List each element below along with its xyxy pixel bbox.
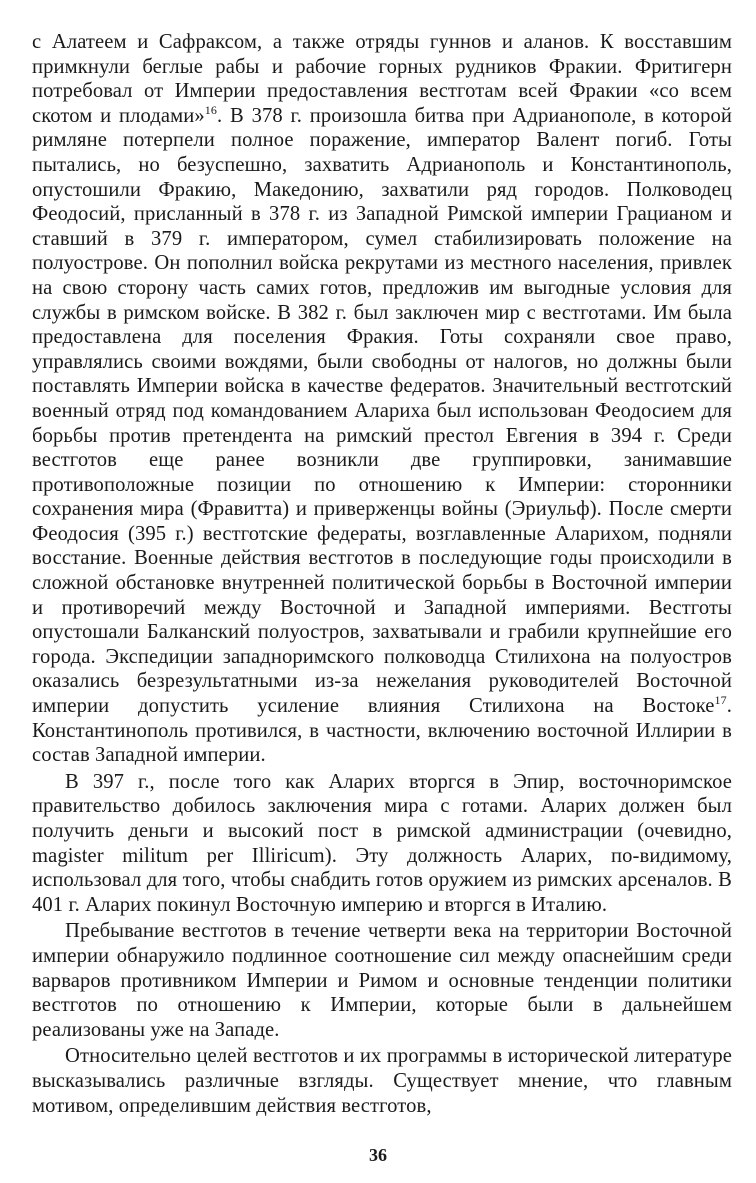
paragraph-2 <box>32 770 732 918</box>
paragraph-3 <box>32 919 732 1042</box>
paragraph-text: . Константинополь противился, в частности, включению восточной Иллирии в состав Западной империи. <box>32 695 732 767</box>
page-body <box>32 30 732 1118</box>
paragraph-text: В 397 г., после того как Аларих вторгся в Эпир, восточноримское правительство добилось заключения мира с готами. Аларих должен был получить деньги и высокий пост в римской администрации (очевидно, magister militum per Illiricum). Эту должность Аларих, по-видимому, использовал для того, чтобы снабдить готов оружием из римских арсеналов. В 401 г. Аларих покинул Восточную империю и вторгся в Италию. <box>32 770 732 916</box>
paragraph-text: Относительно целей вестготов и их программы в исторической литературе высказывались различные взгляды. Существует мнение, что главным мотивом, определившим действия вестготов, <box>32 1045 732 1117</box>
page-number: 36 <box>369 1145 387 1165</box>
footnote-ref-17[interactable]: 17 <box>714 693 727 708</box>
paragraph-text: с Алатеем и Сафраксом, а также отряды гуннов и аланов. К восставшим примкнули беглые рабы и рабочие горных рудников Фракии. Фритигерн потребовал от Империи предоставления вестготам всей Фракии «со всем скотом и плодами» <box>32 31 732 127</box>
paragraph-text: Пребывание вестготов в течение четверти века на территории Восточной империи обнаружило подлинное соотношение сил между опаснейшим среди варваров противником Империи и Римом и основные тенденции политики вестготов по отношению к Империи, которые были в дальнейшем реализованы уже на Западе. <box>32 920 732 1041</box>
paragraph-4 <box>32 1044 732 1118</box>
footnote-ref-16[interactable]: 16 <box>204 102 217 117</box>
paragraph-1 <box>32 30 732 768</box>
paragraph-text: . В 378 г. произошла битва при Адрианополе, в которой римляне потерпели полное поражение, император Валент погиб. Готы пытались, но безуспешно, захватить Адрианополь и Константинополь, опустошили Фракию, Македонию, захватили ряд городов. Полководец Феодосий, присланный в 378 г. из Западной Римской империи Грацианом и ставший в 379 г. императором, сумел стабилизировать положение на полуострове. Он пополнил войска рекрутами из местного населения, привлек на свою сторону часть самих готов, предложив им выгодные условия для службы в римском войске. В 382 г. был заключен мир с вестготами. Им была предоставлена для поселения Фракия. Готы сохраняли свое право, управлялись своими вождями, были свободны от налогов, но должны были поставлять Империи войска в качестве федератов. Значительный вестготский военный отряд под командованием Алариха был использован Феодосием для борьбы против претендента на римский престол Евгения в 394 г. Среди вестготов еще ранее возникли две группировки, занимавшие противоположные позиции по отношению к Империи: сторонники сохранения мира (Фравитта) и приверженцы войны (Эриульф). После смерти Феодосия (395 г.) вестготские федераты, возглавленные Аларихом, подняли восстание. Военные действия вестготов в последующие годы происходили в сложной обстановке внутренней политической борьбы в Восточной империи и противоречий между Восточной и Западной империями. Вестготы опустошали Балканский полуостров, захватывали и грабили крупнейшие его города. Экспедиции западноримского полководца Стилихона на полуостров оказались безрезультатными из-за нежелания руководителей Восточной империи допустить усиление влияния Стилихона на Востоке <box>32 104 732 718</box>
